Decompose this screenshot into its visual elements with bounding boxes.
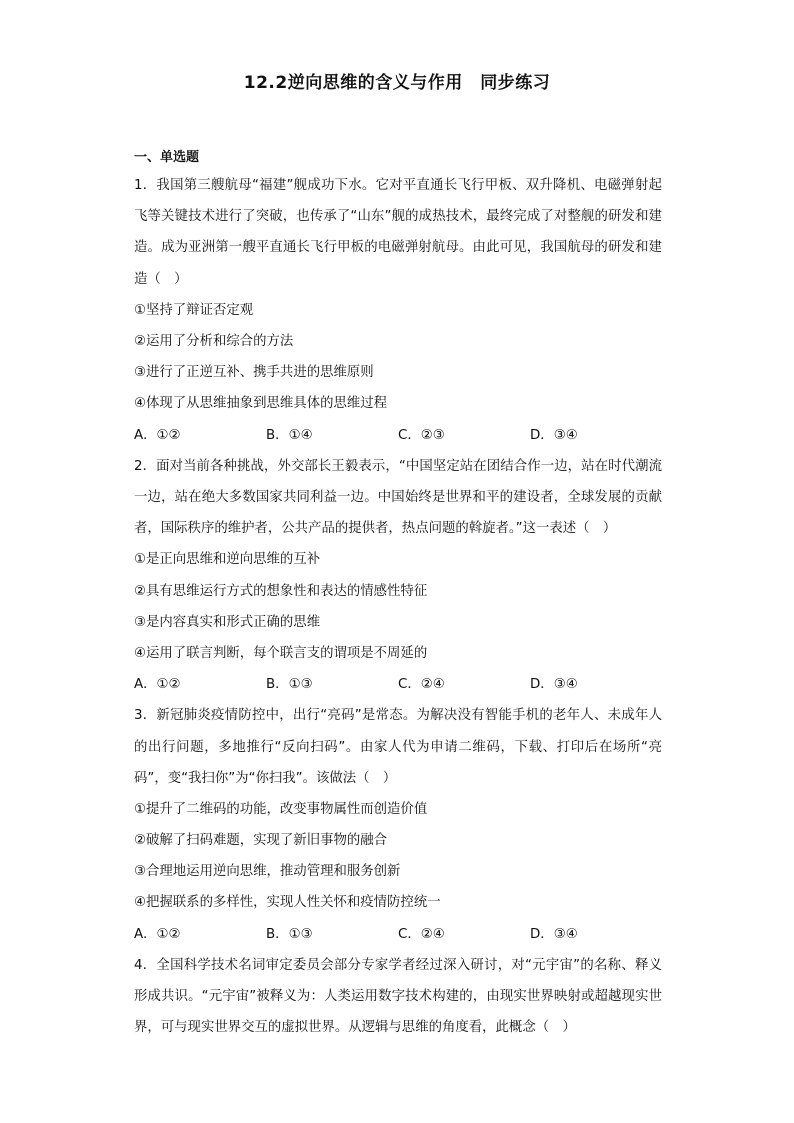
question-4: [134, 950, 662, 1044]
statement-item: ④把握联系的多样性，实现人性关怀和疫情防控统一: [134, 895, 441, 911]
option-a: A．①②: [134, 677, 181, 693]
option-d: D．③④: [530, 677, 578, 693]
option-a: A．①②: [134, 926, 181, 942]
question-list: [134, 170, 662, 1043]
statement-item: ③合理地运用逆向思维，推动管理和服务创新: [134, 864, 401, 880]
option-c: C．②③: [398, 427, 445, 443]
section-heading: 一、单选题: [134, 150, 200, 165]
question-stem: 3．新冠肺炎疫情防控中，出行“亮码”是常态。为解决没有智能手机的老年人、未成年人的出行问题，多地推行“反向扫码”。由家人代为申请二维码，下载、打印后在场所“亮码”，变“我扫你”为“你扫我”。该做法（ ）: [134, 708, 662, 786]
statement-item: ③进行了正逆互补、携手共进的思维原则: [134, 365, 374, 381]
statement-item: ①是正向思维和逆向思维的互补: [134, 552, 321, 568]
option-c: C．②④: [398, 677, 445, 693]
statement-item: ①提升了二维码的功能，改变事物属性而创造价值: [134, 801, 428, 817]
option-b: B．①③: [266, 677, 313, 693]
question-1: [134, 170, 662, 451]
statement-item: ②破解了扫码难题，实现了新旧事物的融合: [134, 833, 388, 849]
question-stem: 2．面对当前各种挑战，外交部长王毅表示，“中国坚定站在团结合作一边，站在时代潮流一边，站在绝大多数国家共同利益一边。中国始终是世界和平的建设者，全球发展的贡献者，国际秩序的维护者，公共产品的提供者，热点问题的斡旋者。”这一表述（ ）: [134, 458, 662, 537]
statement-item: ④体现了从思维抽象到思维具体的思维过程: [134, 396, 388, 412]
document-title: 12.2逆向思维的含义与作用 同步练习: [243, 73, 551, 93]
question-2: [134, 451, 662, 701]
option-a: A．①②: [134, 427, 181, 443]
option-b: B．①④: [266, 427, 313, 443]
statement-item: ③是内容真实和形式正确的思维: [134, 614, 321, 630]
option-b: B．①③: [266, 926, 313, 942]
question-3: [134, 700, 662, 950]
question-stem: 1．我国第三艘航母“福建”舰成功下水。它对平直通长飞行甲板、双升降机、电磁弹射起飞等关键技术进行了突破，也传承了“山东”舰的成热技术，最终完成了对整舰的研发和建造。成为亚洲第一艘平直通长飞行甲板的电磁弹射航母。由此可见，我国航母的研发和建造（ ）: [134, 178, 662, 287]
answer-options: [134, 669, 662, 700]
answer-options: [134, 919, 662, 950]
option-d: D．③④: [530, 926, 578, 942]
question-stem: 4．全国科学技术名词审定委员会部分专家学者经过深入研讨，对“元宇宙”的名称、释义形成共识。“元宇宙”被释义为：人类运用数字技术构建的，由现实世界映射或超越现实世界，可与现实世界交互的虚拟世界。从逻辑与思维的角度看，此概念（ ）: [134, 957, 662, 1036]
statement-item: ④运用了联言判断，每个联言支的谓项是不周延的: [134, 645, 428, 661]
option-c: C．②④: [398, 926, 445, 942]
option-d: D．③④: [530, 427, 578, 443]
statement-item: ②具有思维运行方式的想象性和表达的情感性特征: [134, 583, 428, 599]
statement-item: ①坚持了辩证否定观: [134, 302, 254, 318]
answer-options: [134, 420, 662, 451]
statement-item: ②运用了分析和综合的方法: [134, 334, 294, 349]
